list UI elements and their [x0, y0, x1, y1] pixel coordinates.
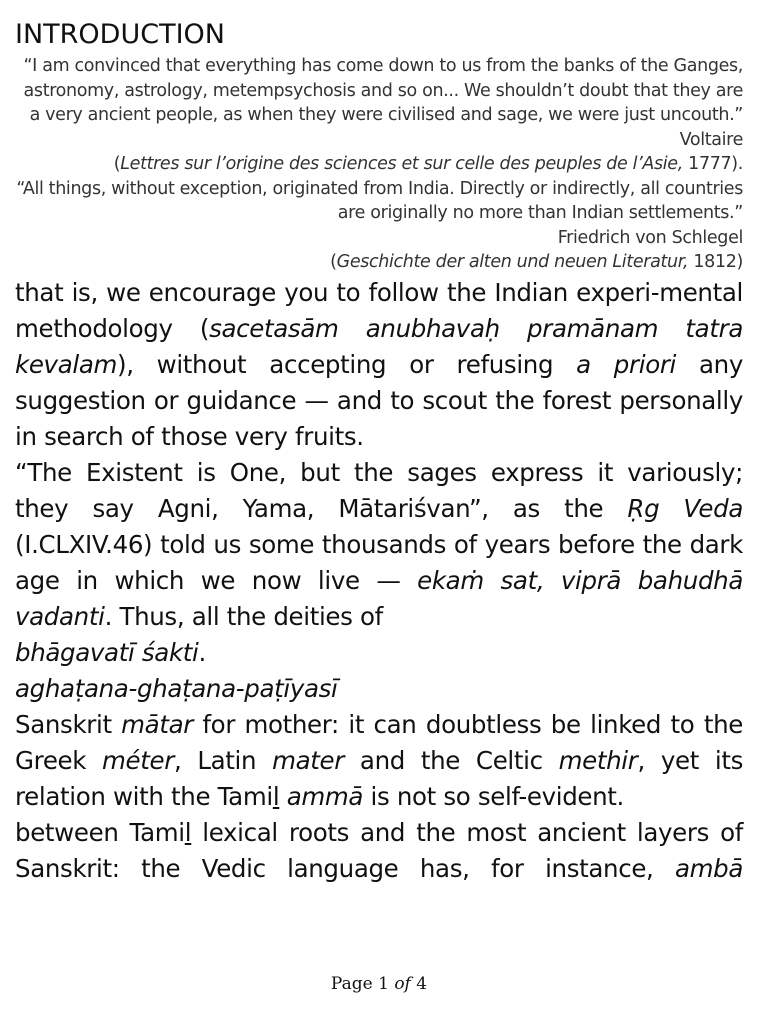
italic-term: mater [272, 745, 344, 775]
italic-term: sacetasām anubhavaḥ pramānam tatra kevalam [15, 313, 743, 379]
epigraph-source [15, 250, 743, 275]
source-tail: 1777). [682, 154, 743, 174]
paragraph-rg-veda [15, 455, 743, 635]
source-open: ( [330, 252, 337, 272]
text-run: “The Existent is One, but the sages express it variously; they say Agni, Yama, Mātariśvan”, as the [15, 457, 743, 523]
epigraph-quote: “All things, without exception, originated from India. Directly or indirectly, all countries are originally no more than Indian settlements.” [16, 178, 743, 223]
italic-term: bhāgavatī śakti [15, 637, 199, 667]
epigraph-author: Friedrich von Schlegel [557, 227, 743, 248]
text-run: for mother: it can doubtless be linked to the Greek [15, 709, 743, 775]
body-text [15, 275, 743, 887]
italic-term: methir [558, 745, 638, 775]
italic-term: mātar [121, 709, 193, 739]
page-number: 1 [378, 974, 389, 994]
source-tail: 1812) [688, 252, 743, 272]
italic-term: ammā [286, 781, 364, 811]
epigraph-quote-line: “I am convinced that everything has come down to us from the banks of the Ganges, [23, 56, 743, 76]
page-footer [0, 970, 758, 998]
source-title: Lettres sur l’origine des sciences et sur celle des peuples de l’Asie, [120, 154, 683, 174]
paragraph-tamil-roots [15, 815, 743, 887]
text-run: . [198, 637, 206, 667]
source-open: ( [113, 154, 121, 174]
text-run: . Thus, all the deities of [104, 601, 383, 631]
italic-term: Ṛg Veda [627, 493, 743, 523]
underlined-letter: l [272, 781, 280, 811]
italic-term: ambā [674, 853, 743, 883]
epigraph-source [15, 152, 743, 177]
text-run: between Tami [15, 817, 185, 847]
text-run [279, 782, 286, 811]
source-title: Geschichte der alten und neuen Literatur, [336, 252, 689, 272]
of-word: of [394, 974, 411, 994]
page-word: Page [330, 974, 379, 994]
italic-term: a priori [576, 349, 677, 379]
italic-term: méter [102, 745, 174, 775]
epigraph-voltaire [15, 54, 743, 177]
paragraph-aghatana [15, 671, 743, 707]
text-run: and the Celtic [344, 745, 559, 775]
epigraph-schlegel [15, 177, 743, 275]
text-run: is not so self-evident. [363, 781, 624, 811]
paragraph-bhagavati [15, 635, 743, 671]
italic-term: aghaṭana-ghaṭana-paṭīyasī [15, 673, 338, 703]
text-run: ), without accepting or refusing [117, 349, 577, 379]
epigraph-quote-line: astronomy, astrology, metempsychosis and so on... We shouldn’t doubt that they are a very ancient people, as when they were civilised and sage, we were just uncouth.” [23, 80, 743, 125]
text-run: Sanskrit [15, 709, 122, 739]
text-run: lexical roots and the most ancient layers of Sanskrit: the Vedic language has, for instance, [15, 817, 743, 883]
epigraph-author: Voltaire [679, 129, 743, 150]
underlined-letter: l [184, 817, 192, 847]
text-run: , yet its relation with the Tami [15, 745, 744, 811]
text-run: (I.CLXIV.46) told us some thousands of years before the dark age in which we now live — [15, 529, 743, 595]
paragraph-methodology [15, 275, 743, 455]
italic-term: ekaṁ sat, viprā bahudhā vadanti [15, 565, 743, 631]
text-run: , Latin [173, 745, 273, 775]
page [15, 16, 743, 887]
paragraph-matar [15, 707, 743, 815]
page-total: 4 [416, 974, 428, 994]
text-run: that is, we encourage you to follow the Indian experi-mental methodology ( [15, 277, 743, 343]
text-run: any suggestion or guidance — and to scout the forest personally in search of those very fruits. [15, 349, 743, 451]
section-heading: INTRODUCTION [15, 19, 225, 50]
